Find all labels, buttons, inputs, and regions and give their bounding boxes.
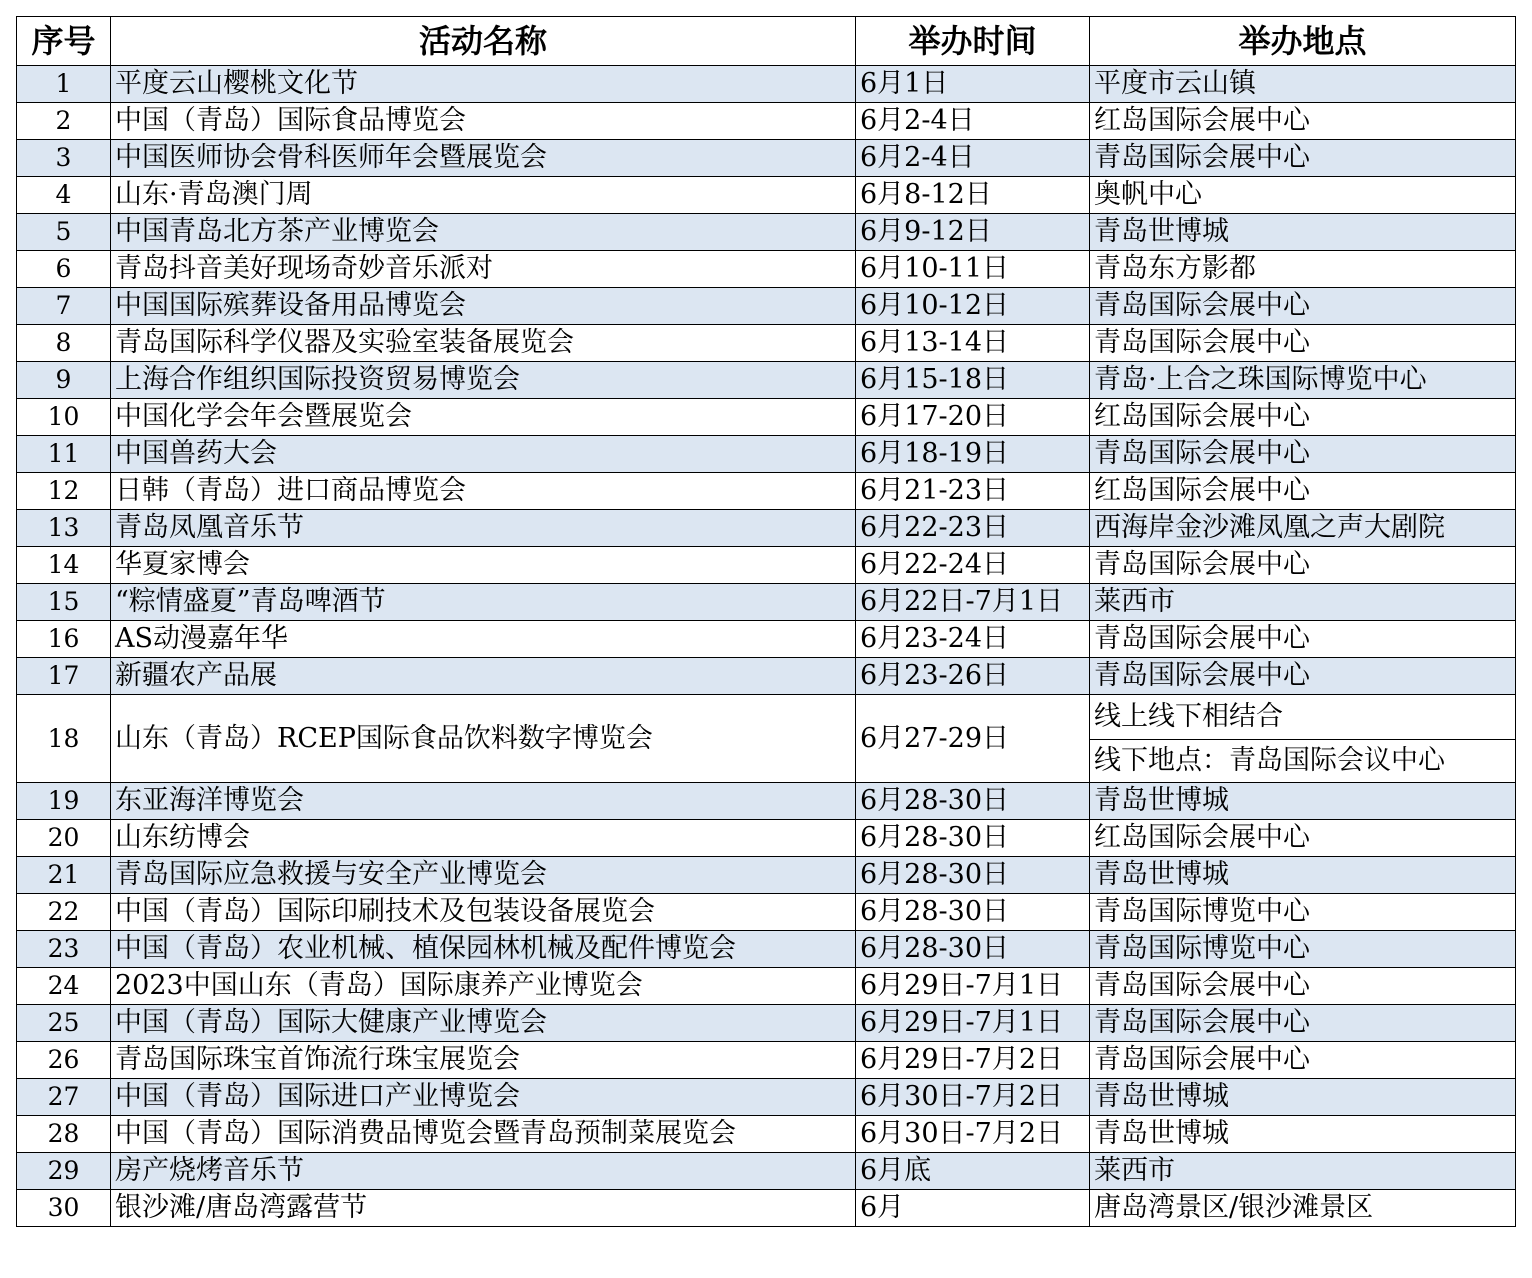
header-date: 举办时间 [856,17,1090,66]
event-name: 上海合作组织国际投资贸易博览会 [111,362,856,399]
event-name: 中国化学会年会暨展览会 [111,399,856,436]
event-name: 华夏家博会 [111,547,856,584]
event-name: 房产烧烤音乐节 [111,1153,856,1190]
row-number: 26 [17,1042,111,1079]
event-venue: 青岛国际会展中心 [1090,1042,1516,1079]
event-date: 6月2-4日 [856,140,1090,177]
table-row [17,695,1516,740]
table-row [17,857,1516,894]
table-row [17,783,1516,820]
event-venue: 平度市云山镇 [1090,66,1516,103]
row-number: 19 [17,783,111,820]
event-venue: 青岛国际会展中心 [1090,288,1516,325]
event-date: 6月29日-7月2日 [856,1042,1090,1079]
event-name: 青岛国际珠宝首饰流行珠宝展览会 [111,1042,856,1079]
table-row [17,968,1516,1005]
event-venue: 青岛世博城 [1090,783,1516,820]
row-number: 9 [17,362,111,399]
event-date: 6月22-23日 [856,510,1090,547]
event-name: 中国（青岛）国际印刷技术及包装设备展览会 [111,894,856,931]
header-number: 序号 [17,17,111,66]
event-name: AS动漫嘉年华 [111,621,856,658]
event-name: 中国（青岛）国际进口产业博览会 [111,1079,856,1116]
table-row [17,177,1516,214]
table-row [17,1190,1516,1227]
event-venue: 青岛国际会展中心 [1090,547,1516,584]
event-date: 6月底 [856,1153,1090,1190]
event-venue: 西海岸金沙滩凤凰之声大剧院 [1090,510,1516,547]
header-venue: 举办地点 [1090,17,1516,66]
row-number: 1 [17,66,111,103]
table-row [17,894,1516,931]
event-venue: 青岛国际会展中心 [1090,621,1516,658]
table-row [17,510,1516,547]
event-venue: 青岛东方影都 [1090,251,1516,288]
table-row [17,473,1516,510]
table-row [17,214,1516,251]
event-venue: 莱西市 [1090,1153,1516,1190]
event-date: 6月10-12日 [856,288,1090,325]
event-date: 6月28-30日 [856,894,1090,931]
header-row [17,17,1516,66]
event-venue: 青岛国际会展中心 [1090,325,1516,362]
table-row [17,325,1516,362]
event-name: 中国（青岛）国际消费品博览会暨青岛预制菜展览会 [111,1116,856,1153]
header-event-name: 活动名称 [111,17,856,66]
row-number: 23 [17,931,111,968]
event-date: 6月30日-7月2日 [856,1079,1090,1116]
row-number: 7 [17,288,111,325]
row-number: 12 [17,473,111,510]
row-number: 8 [17,325,111,362]
event-name: 青岛凤凰音乐节 [111,510,856,547]
event-date: 6月28-30日 [856,857,1090,894]
event-name: 山东（青岛）RCEP国际食品饮料数字博览会 [111,695,856,783]
event-date: 6月1日 [856,66,1090,103]
event-date: 6月27-29日 [856,695,1090,783]
event-venue-detail: 线下地点：青岛国际会议中心 [1090,740,1516,783]
event-date: 6月21-23日 [856,473,1090,510]
table-row [17,1116,1516,1153]
event-name: 东亚海洋博览会 [111,783,856,820]
table-row [17,362,1516,399]
event-venue: 青岛国际博览中心 [1090,894,1516,931]
event-date: 6月29日-7月1日 [856,1005,1090,1042]
event-venue: 青岛·上合之珠国际博览中心 [1090,362,1516,399]
event-date: 6月23-24日 [856,621,1090,658]
event-date: 6月17-20日 [856,399,1090,436]
event-date: 6月22日-7月1日 [856,584,1090,621]
event-venue: 青岛世博城 [1090,1079,1516,1116]
event-name: 青岛国际应急救援与安全产业博览会 [111,857,856,894]
table-row [17,140,1516,177]
table-row [17,66,1516,103]
table-row [17,436,1516,473]
event-venue: 红岛国际会展中心 [1090,820,1516,857]
table-row [17,251,1516,288]
event-date: 6月15-18日 [856,362,1090,399]
event-date: 6月8-12日 [856,177,1090,214]
event-date: 6月13-14日 [856,325,1090,362]
row-number: 27 [17,1079,111,1116]
row-number: 28 [17,1116,111,1153]
row-number: 13 [17,510,111,547]
event-venue: 莱西市 [1090,584,1516,621]
event-name: 中国青岛北方茶产业博览会 [111,214,856,251]
event-date: 6月30日-7月2日 [856,1116,1090,1153]
table-row [17,931,1516,968]
event-name: 中国（青岛）国际食品博览会 [111,103,856,140]
table-row [17,820,1516,857]
event-name: 银沙滩/唐岛湾露营节 [111,1190,856,1227]
event-venue: 青岛世博城 [1090,857,1516,894]
table-row [17,103,1516,140]
event-name: 新疆农产品展 [111,658,856,695]
event-name: “粽情盛夏”青岛啤酒节 [111,584,856,621]
row-number: 21 [17,857,111,894]
event-date: 6月18-19日 [856,436,1090,473]
event-name: 2023中国山东（青岛）国际康养产业博览会 [111,968,856,1005]
row-number: 22 [17,894,111,931]
row-number: 15 [17,584,111,621]
event-venue: 青岛国际会展中心 [1090,436,1516,473]
event-name: 平度云山樱桃文化节 [111,66,856,103]
event-date: 6月10-11日 [856,251,1090,288]
event-date: 6月2-4日 [856,103,1090,140]
row-number: 30 [17,1190,111,1227]
event-date: 6月28-30日 [856,783,1090,820]
event-venue: 青岛国际会展中心 [1090,968,1516,1005]
row-number: 6 [17,251,111,288]
table-row [17,288,1516,325]
row-number: 11 [17,436,111,473]
row-number: 17 [17,658,111,695]
event-date: 6月22-24日 [856,547,1090,584]
event-venue: 青岛世博城 [1090,214,1516,251]
event-venue: 青岛国际会展中心 [1090,1005,1516,1042]
event-venue: 青岛世博城 [1090,1116,1516,1153]
event-venue: 青岛国际会展中心 [1090,658,1516,695]
row-number: 16 [17,621,111,658]
table-row [17,1153,1516,1190]
event-date: 6月 [856,1190,1090,1227]
event-venue: 红岛国际会展中心 [1090,103,1516,140]
row-number: 5 [17,214,111,251]
row-number: 4 [17,177,111,214]
table-row [17,399,1516,436]
event-date: 6月29日-7月1日 [856,968,1090,1005]
row-number: 29 [17,1153,111,1190]
event-name: 中国国际殡葬设备用品博览会 [111,288,856,325]
event-venue: 红岛国际会展中心 [1090,399,1516,436]
row-number: 24 [17,968,111,1005]
event-venue: 奥帆中心 [1090,177,1516,214]
event-name: 山东·青岛澳门周 [111,177,856,214]
event-name: 中国（青岛）农业机械、植保园林机械及配件博览会 [111,931,856,968]
event-name: 青岛抖音美好现场奇妙音乐派对 [111,251,856,288]
row-number: 20 [17,820,111,857]
table-row [17,1042,1516,1079]
row-number: 2 [17,103,111,140]
table-row [17,658,1516,695]
row-number: 3 [17,140,111,177]
table-row [17,1079,1516,1116]
event-venue: 线上线下相结合 [1090,695,1516,740]
event-venue: 青岛国际博览中心 [1090,931,1516,968]
event-venue: 红岛国际会展中心 [1090,473,1516,510]
event-name: 山东纺博会 [111,820,856,857]
row-number: 25 [17,1005,111,1042]
table-row [17,621,1516,658]
event-venue: 唐岛湾景区/银沙滩景区 [1090,1190,1516,1227]
event-date: 6月28-30日 [856,931,1090,968]
table-row [17,1005,1516,1042]
event-name: 日韩（青岛）进口商品博览会 [111,473,856,510]
row-number: 18 [17,695,111,783]
event-date: 6月23-26日 [856,658,1090,695]
table-row [17,547,1516,584]
row-number: 14 [17,547,111,584]
event-date: 6月28-30日 [856,820,1090,857]
event-name: 中国兽药大会 [111,436,856,473]
event-venue: 青岛国际会展中心 [1090,140,1516,177]
events-table [16,16,1516,1227]
row-number: 10 [17,399,111,436]
event-date: 6月9-12日 [856,214,1090,251]
table-row [17,584,1516,621]
event-name: 中国（青岛）国际大健康产业博览会 [111,1005,856,1042]
event-name: 中国医师协会骨科医师年会暨展览会 [111,140,856,177]
event-name: 青岛国际科学仪器及实验室装备展览会 [111,325,856,362]
